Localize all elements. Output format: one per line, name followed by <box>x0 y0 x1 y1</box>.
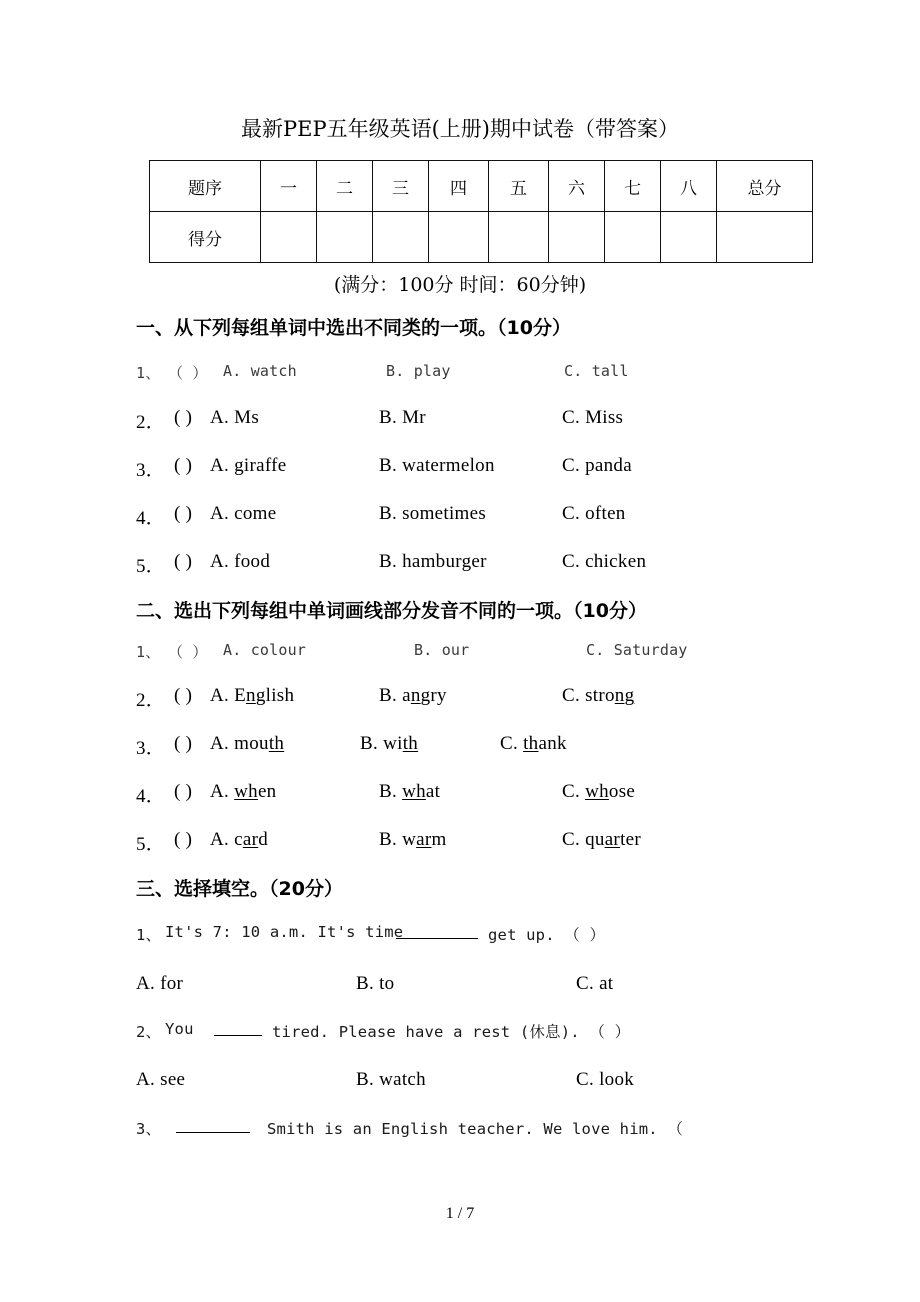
option-a[interactable]: A. see <box>136 1069 186 1090</box>
answer-bracket[interactable]: ( ) <box>174 503 193 524</box>
option-b[interactable]: B. watermelon <box>379 455 495 476</box>
option-c[interactable]: C. often <box>562 503 626 524</box>
options-row <box>136 973 920 997</box>
question-row <box>136 923 920 947</box>
section-heading-two: 二、选出下列每组中单词画线部分发音不同的一项。（10分） <box>136 600 647 622</box>
question-row <box>136 362 920 386</box>
question-number: 3、 <box>136 1120 162 1138</box>
question-number: 1、 <box>136 643 161 661</box>
option-b[interactable]: B. warm <box>379 829 447 850</box>
options-row <box>136 1069 920 1093</box>
question-number: 2． <box>136 690 166 711</box>
option-a[interactable]: A. for <box>136 973 184 994</box>
option-b[interactable]: B. hamburger <box>379 551 487 572</box>
question-row <box>136 829 920 853</box>
table-cell-score-7[interactable] <box>605 212 661 263</box>
table-cell-header-8: 八 <box>661 161 717 212</box>
option-a[interactable]: A. English <box>210 685 295 706</box>
question-stem-after: tired. Please have a rest (休息). （ ） <box>272 1023 631 1041</box>
option-b[interactable]: B. to <box>356 973 395 994</box>
page-title: 最新PEP五年级英语(上册)期中试卷（带答案） <box>241 117 679 141</box>
question-row <box>136 685 920 709</box>
option-a[interactable]: A. giraffe <box>210 455 287 476</box>
section-heading-three: 三、选择填空。（20分） <box>136 878 343 900</box>
table-cell-score-6[interactable] <box>549 212 605 263</box>
question-stem-before: You <box>165 1020 194 1038</box>
option-a[interactable]: A. when <box>210 781 277 802</box>
question-stem-before: It's 7: 10 a.m. It's time <box>165 923 404 941</box>
option-a[interactable]: A. colour <box>223 641 307 659</box>
option-c[interactable]: C. Miss <box>562 407 624 428</box>
question-number: 1、 <box>136 926 162 944</box>
table-cell-header-label: 题序 <box>150 161 261 212</box>
question-row <box>136 641 920 665</box>
option-c[interactable]: C. look <box>576 1069 635 1090</box>
question-row <box>136 1020 920 1044</box>
option-b[interactable]: B. what <box>379 781 441 802</box>
option-b[interactable]: B. with <box>360 733 419 754</box>
question-number: 5． <box>136 834 166 855</box>
question-number: 4． <box>136 508 166 529</box>
option-c[interactable]: C. chicken <box>562 551 647 572</box>
table-cell-header-1: 一 <box>261 161 317 212</box>
table-cell-header-4: 四 <box>429 161 489 212</box>
option-c[interactable]: C. at <box>576 973 614 994</box>
table-cell-header-6: 六 <box>549 161 605 212</box>
question-number: 3． <box>136 460 166 481</box>
answer-bracket[interactable]: ( ) <box>174 685 193 706</box>
answer-blank[interactable] <box>210 1020 266 1040</box>
question-row <box>136 551 920 575</box>
option-b[interactable]: B. sometimes <box>379 503 487 524</box>
question-number: 4． <box>136 786 166 807</box>
option-b[interactable]: B. play <box>386 362 451 380</box>
answer-bracket[interactable]: ( ) <box>174 455 193 476</box>
answer-bracket[interactable]: ( ) <box>174 733 193 754</box>
table-row <box>150 161 813 212</box>
option-c[interactable]: C. quarter <box>562 829 642 850</box>
answer-blank[interactable] <box>392 923 482 943</box>
option-a[interactable]: A. food <box>210 551 271 572</box>
question-row <box>136 503 920 527</box>
table-cell-header-3: 三 <box>373 161 429 212</box>
table-cell-score-total[interactable] <box>717 212 813 263</box>
question-row <box>136 455 920 479</box>
answer-bracket[interactable]: ( ) <box>174 407 193 428</box>
answer-bracket[interactable]: （ ） <box>168 364 208 382</box>
option-a[interactable]: A. come <box>210 503 277 524</box>
section-heading-one: 一、从下列每组单词中选出不同类的一项。（10分） <box>136 317 571 339</box>
table-row <box>150 212 813 263</box>
option-b[interactable]: B. angry <box>379 685 447 706</box>
option-a[interactable]: A. Ms <box>210 407 260 428</box>
table-cell-score-label: 得分 <box>150 212 261 263</box>
option-c[interactable]: C. thank <box>500 733 567 754</box>
option-b[interactable]: B. our <box>414 641 470 659</box>
answer-blank[interactable] <box>172 1117 254 1137</box>
answer-bracket[interactable]: ( ) <box>174 551 193 572</box>
table-cell-score-8[interactable] <box>661 212 717 263</box>
option-c[interactable]: C. Saturday <box>586 641 688 659</box>
answer-bracket[interactable]: ( ) <box>174 829 193 850</box>
table-cell-score-4[interactable] <box>429 212 489 263</box>
option-b[interactable]: B. Mr <box>379 407 426 428</box>
option-c[interactable]: C. panda <box>562 455 632 476</box>
question-stem-after: get up. （ ） <box>488 926 606 944</box>
option-c[interactable]: C. tall <box>564 362 629 380</box>
answer-bracket[interactable]: （ ） <box>168 643 208 661</box>
score-table <box>149 160 813 263</box>
option-a[interactable]: A. watch <box>223 362 297 380</box>
question-row <box>136 781 920 805</box>
table-cell-header-5: 五 <box>489 161 549 212</box>
option-b[interactable]: B. watch <box>356 1069 426 1090</box>
question-row <box>136 1117 920 1141</box>
table-cell-score-2[interactable] <box>317 212 373 263</box>
option-a[interactable]: A. mouth <box>210 733 285 754</box>
question-number: 5． <box>136 556 166 577</box>
table-cell-header-total: 总分 <box>717 161 813 212</box>
answer-bracket[interactable]: ( ) <box>174 781 193 802</box>
exam-meta-line: (满分：100分 时间：60分钟) <box>333 274 587 296</box>
table-cell-score-1[interactable] <box>261 212 317 263</box>
question-row <box>136 733 920 757</box>
table-cell-score-5[interactable] <box>489 212 549 263</box>
option-a[interactable]: A. card <box>210 829 269 850</box>
question-number: 2． <box>136 412 166 433</box>
page-number: 1 / 7 <box>445 1205 475 1222</box>
question-row <box>136 407 920 431</box>
option-c[interactable]: C. strong <box>562 685 635 706</box>
question-number: 3． <box>136 738 166 759</box>
question-number: 1、 <box>136 364 161 382</box>
table-cell-score-3[interactable] <box>373 212 429 263</box>
question-stem-after: Smith is an English teacher. We love him. （ <box>267 1120 684 1138</box>
question-number: 2、 <box>136 1023 162 1041</box>
option-c[interactable]: C. whose <box>562 781 636 802</box>
table-cell-header-7: 七 <box>605 161 661 212</box>
table-cell-header-2: 二 <box>317 161 373 212</box>
